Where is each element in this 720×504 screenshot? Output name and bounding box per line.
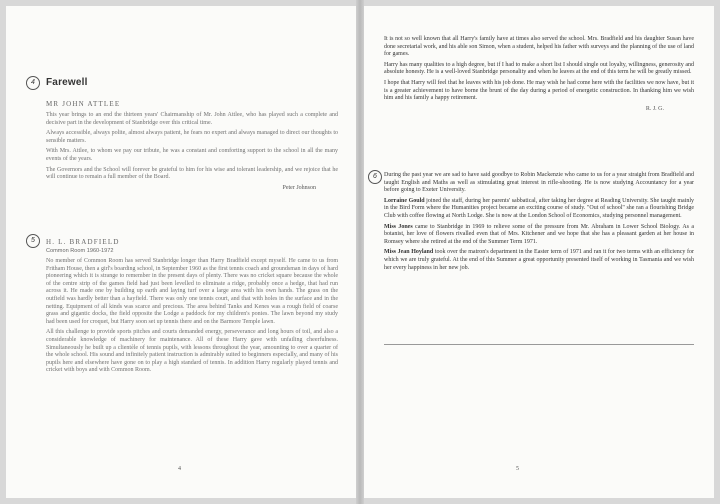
bradfield-name: H. L. BRADFIELD xyxy=(46,238,120,246)
farewell-heading: Farewell xyxy=(46,77,88,88)
staff-entry xyxy=(384,224,694,247)
bradfield-paragraph: I hope that Harry will feel that he leaves with his job done. He may wish he had come here with the facilities we now have, but it is a greater achievement to have borne the brunt of the day during a period of energetic construction. In thanking him we wish him and his family a happy retirement. xyxy=(384,79,694,102)
atlee-name: MR JOHN ATTLEE xyxy=(46,100,121,108)
page-number-right: 5 xyxy=(516,466,519,472)
staff-entry xyxy=(384,249,694,272)
handwritten-marker-bradfield: 5 xyxy=(26,234,40,248)
staff-name: Lorraine Gould xyxy=(384,197,425,204)
staff-text: came to Stanbridge in 1969 to relieve some of the pressure from Mr. Abraham in Lower School Biology. As a botanist, her love of flowers rivalled even that of Mrs. Kitchener and we hope that she has a pleasant garden at her house in Romsey where she retired at the end of the Summer Term 1971. xyxy=(384,223,695,245)
staff-text: took over the matron's department in the Easter term of 1971 and ran it for two terms with an efficiency for which we are truly grateful. At the end of this Summer a great opportunity presented itself of working in Tasmania and we wish her every happiness in her new job. xyxy=(384,249,694,271)
atlee-paragraph: With Mrs. Attlee, to whom we pay our tribute, he was a constant and comforting support to the school in all the many events of the years. xyxy=(46,148,338,162)
book-gutter xyxy=(356,0,364,504)
atlee-paragraph: Always accessible, always polite, almost always patient, he fears no expert and always managed to direct our thoughts to sensible matters. xyxy=(46,130,338,144)
staff-farewells-section xyxy=(384,172,694,275)
staff-entry xyxy=(384,198,694,221)
staff-text: During the past year we are sad to have said goodbye to Robin Mackenzie who came to us for a year straight from Bradfield and taught English and Maths as well as stimulating great interest in rifle-shooting. He is now studying Accountancy for a year before going to Exeter University. xyxy=(384,172,694,194)
bradfield-paragraph: Harry has many qualities to a high degree, but if I had to make a short list I should single out loyalty, willingness, generosity and absolute honesty. He is a well-loved Stanbridge personality and when he leaves at the end of this term he will be greatly missed. xyxy=(384,61,694,76)
staff-text: joined the staff, during her parents' sabbatical, after taking her degree at Reading University. She taught mainly in the Bird Form where the Humanities project became an exciting course of study. "Out of school" she ran a flourishing Bridge Club with coffee flowing at North Lodge. She is now at the London School of Economics, studying personnel management. xyxy=(384,197,694,219)
staff-entry xyxy=(384,172,694,195)
page-number-left: 4 xyxy=(178,466,181,472)
atlee-signature: Peter Johnson xyxy=(282,184,316,191)
atlee-paragraph: The Governors and the School will forever be grateful to him for his wise and tolerant leadership, and we rejoice that he will continue to remain a full member of the Board. xyxy=(46,166,338,181)
staff-name: Miss Jones xyxy=(384,223,413,230)
staff-name: Miss Jean Hoyland xyxy=(384,249,434,256)
handwritten-marker-farewell: 4 xyxy=(26,76,40,90)
bradfield-section xyxy=(46,238,338,378)
bradfield-paragraph: All this challenge to provide sports pitches and courts demanded energy, perseverance and long hours of toil, and also a considerable knowledge of machinery for maintenance. All of these Harry gave with unfailing cheerfulness. Simultaneously he built up a clientèle of tennis pupils, with lessons throughout the year, amounting to over a quarter of the whole school. His sound and infinitely patient instruction is admirably suited to beginners especially, and many of his pupils here and elsewhere have gone on to play a high standard of tennis. In addition Harry regularly played tennis and cricket with boys and with Common Room. xyxy=(46,329,338,374)
page-left xyxy=(6,6,356,498)
bradfield-paragraph: It is not so well known that all Harry's family have at times also served the school. Mrs. Bradfield and his daughter Susan have done secretarial work, and his able son Simon, when a student, helped his father with surveys and the planning of the use of land for games. xyxy=(384,36,694,58)
page-right xyxy=(364,6,714,498)
atlee-section xyxy=(46,100,338,191)
bradfield-signature: R. J. G. xyxy=(645,105,664,112)
handwritten-marker-staff: 6 xyxy=(368,170,382,184)
bradfield-paragraph: No member of Common Room has served Stanbridge longer than Harry Bradfield except myself. He came to us from Fritham House, then a girl's boarding school, in September 1960 as the first tennis coach and groundsman in days of hard pioneering which it is strange to remember in the present days of plenty. There was no cricket square because the whole of the centre strip of the games field had just been levelled to eliminate a ridge, probably once a hedge, that had run across it. He made one by building up earth and laying turf over a large area with his own hands. The grass on the outfield was hardly better than a hayfield. There was only one tennis court, and that with holes in the surface and in the netting. Equipment of all kinds was scarce and precious. The area behind Tanks and Kenes was a rough field of coarse grass and gigantic docks, the field opposite the Lodge a paddock for my children's ponies. The lawn beyond my study had been used for croquet, but Harry soon set up tennis there and on the Barmore Temple lawn. xyxy=(46,258,338,325)
atlee-paragraph: This year brings to an end the thirteen years' Chairmanship of Mr. John Attlee, who has played such a complete and decisive part in the development of Stanbridge over this critical time. xyxy=(46,112,338,126)
section-divider xyxy=(384,344,694,345)
bradfield-continued-section xyxy=(384,36,694,112)
bradfield-role: Common Room 1960-1972 xyxy=(46,248,114,254)
